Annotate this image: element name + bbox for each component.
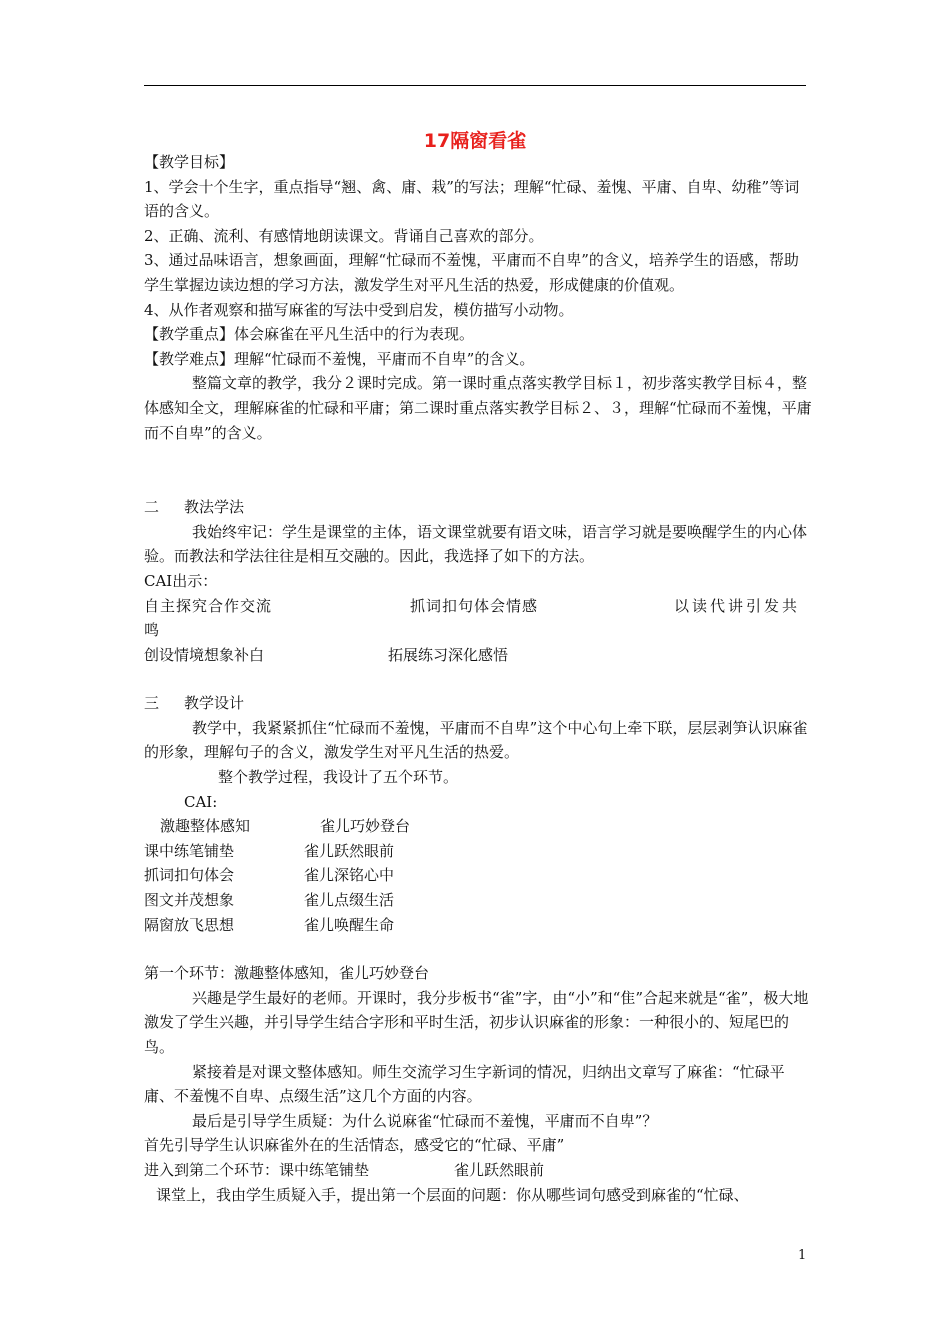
- step-left: 抓词扣句体会: [144, 866, 235, 885]
- step-row-2: [144, 839, 812, 864]
- section3-para1: 教学中，我紧紧抓住“忙碌而不羞愧，平庸而不自卑”这个中心句上牵下联，层层剥笋认识麻雀的形象，理解句子的含义，激发学生对平凡生活的热爱。: [144, 718, 808, 762]
- section2-cai: CAI出示：: [144, 571, 218, 590]
- goals-heading: 【教学目标】: [144, 153, 235, 171]
- method-item-wrap: 鸣: [144, 621, 160, 640]
- difficulty: 【教学难点】理解“忙碌而不羞愧，平庸而不自卑”的含义。: [144, 349, 535, 368]
- section2-num: 二: [144, 498, 160, 517]
- goal-item-4: 4、从作者观察和描写麻雀的写法中受到启发，模仿描写小动物。: [144, 300, 574, 319]
- step-row-4: [144, 888, 812, 913]
- step-left: 课中练笔铺垫: [144, 841, 235, 860]
- methods-row-2: [144, 643, 812, 668]
- step1-heading: 第一个环节：激趣整体感知，雀儿巧妙登台: [144, 964, 430, 983]
- goal-item-1: 1、学会十个生字，重点指导“翘、禽、庸、栽”的写法；理解“忙碌、羞愧、平庸、自卑、幼稚”等词语的含义。: [144, 177, 800, 221]
- step1-para-3: 最后是引导学生质疑：为什么说麻雀“忙碌而不羞愧，平庸而不自卑”？: [192, 1111, 658, 1130]
- step1-para-2: 紧接着是对课文整体感知。师生交流学习生字新词的情况，归纳出文章写了麻雀：“忙碌平庸、不羞愧不自卑、点缀生活”这几个方面的内容。: [144, 1062, 785, 1106]
- step1-para-1: 兴趣是学生最好的老师。开课时，我分步板书“雀”字，由“小”和“隹”合起来就是“雀”，极大地激发了学生兴趣，并引导学生结合字形和平时生活，初步认识麻雀的形象：一种很小的、短尾巴的鸟。: [144, 988, 809, 1056]
- section2-heading: [144, 495, 812, 520]
- step-row-1: [144, 814, 812, 839]
- step2-heading: [144, 1158, 812, 1183]
- document-body: [144, 150, 812, 1207]
- key-point: 【教学重点】体会麻雀在平凡生活中的行为表现。: [144, 325, 475, 344]
- section2-title: 教法学法: [184, 498, 245, 517]
- method-item: 以读代讲引发共: [674, 596, 801, 615]
- step1-para-4: 首先引导学生认识麻雀外在的生活情态，感受它的“忙碌、平庸”: [144, 1136, 565, 1155]
- section2-para: 我始终牢记：学生是课堂的主体，语文课堂就要有语文味，语言学习就是要唤醒学生的内心体验。而教法和学法往往是相互交融的。因此，我选择了如下的方法。: [144, 522, 808, 566]
- header-rule: [144, 85, 806, 86]
- step-right: 雀儿唤醒生命: [304, 915, 395, 934]
- step-left: 图文并茂想象: [144, 891, 235, 910]
- method-item: 创设情境想象补白: [144, 645, 265, 664]
- section3-title: 教学设计: [184, 694, 245, 713]
- method-item: 抓词扣句体会情感: [410, 596, 539, 615]
- section3-heading: [144, 691, 812, 716]
- section3-cai: CAI:: [184, 792, 218, 811]
- page-number: 1: [798, 1248, 807, 1263]
- step-right: 雀儿巧妙登台: [320, 817, 411, 836]
- step-left: 激趣整体感知: [160, 817, 251, 836]
- step2-heading-left: 进入到第二个环节：课中练笔铺垫: [144, 1160, 370, 1179]
- method-item: 拓展练习深化感悟: [388, 645, 509, 664]
- goal-item-3: 3、通过品味语言，想象画面，理解“忙碌而不羞愧，平庸而不自卑”的含义，培养学生的语感，帮助学生掌握边读边想的学习方法，激发学生对平凡生活的热爱，形成健康的价值观。: [144, 251, 799, 294]
- document-title: 17隔窗看雀: [423, 130, 527, 152]
- step-right: 雀儿深铭心中: [304, 866, 395, 885]
- step2-heading-right: 雀儿跃然眼前: [454, 1160, 545, 1179]
- step-right: 雀儿点缀生活: [304, 891, 395, 910]
- step1-para-6: 课堂上，我由学生质疑入手，提出第一个层面的问题：你从哪些词句感受到麻雀的“忙碌、: [156, 1185, 749, 1204]
- lesson-plan: 整篇文章的教学，我分２课时完成。第一课时重点落实教学目标１，初步落实教学目标４，整体感知全文，理解麻雀的忙碌和平庸；第二课时重点落实教学目标２、３，理解“忙碌而不羞愧，平庸而不自卑”的含义。: [144, 374, 812, 442]
- step-right: 雀儿跃然眼前: [304, 841, 395, 860]
- section3-num: 三: [144, 694, 160, 713]
- goal-item-2: 2、正确、流利、有感情地朗读课文。背诵自己喜欢的部分。: [144, 226, 544, 245]
- section3-para2: 整个教学过程，我设计了五个环节。: [218, 768, 459, 787]
- step-left: 隔窗放飞思想: [144, 915, 235, 934]
- methods-row-1: [144, 594, 812, 619]
- step-row-3: [144, 863, 812, 888]
- step-row-5: [144, 913, 812, 938]
- method-item: 自主探究合作交流: [144, 596, 273, 615]
